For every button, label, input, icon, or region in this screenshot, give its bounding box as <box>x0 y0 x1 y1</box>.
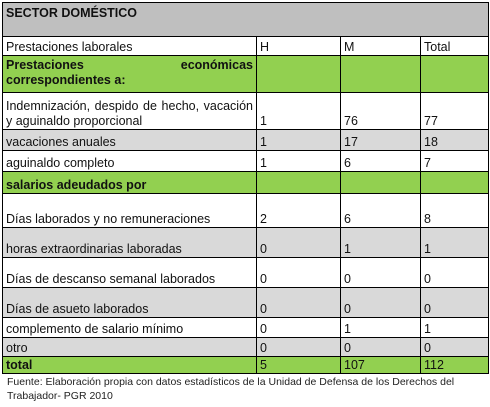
header-m: M <box>341 37 421 56</box>
table-row <box>3 194 489 228</box>
table-row <box>3 288 489 318</box>
table-title: SECTOR DOMÉSTICO <box>3 3 489 37</box>
row-total: 1 <box>421 318 489 338</box>
row-h: 0 <box>257 318 341 338</box>
total-label: total <box>3 357 257 374</box>
header-total: Total <box>421 37 489 56</box>
row-h: 1 <box>257 151 341 172</box>
row-m: 6 <box>341 194 421 228</box>
row-label: vacaciones anuales <box>3 130 257 151</box>
row-m: 17 <box>341 130 421 151</box>
row-total: 0 <box>421 288 489 318</box>
row-label: Indemnización, despido de hecho, vacación y aguinaldo proporcional <box>3 93 257 130</box>
section-row-salarios <box>3 172 489 194</box>
table-title-row <box>3 3 489 37</box>
row-m: 1 <box>341 318 421 338</box>
row-total: 8 <box>421 194 489 228</box>
row-label: horas extraordinarias laboradas <box>3 228 257 258</box>
row-label: aguinaldo completo <box>3 151 257 172</box>
row-total: 0 <box>421 258 489 288</box>
total-total: 112 <box>421 357 489 374</box>
row-h: 1 <box>257 130 341 151</box>
row-m: 0 <box>341 258 421 288</box>
row-m: 6 <box>341 151 421 172</box>
row-label: complemento de salario mínimo <box>3 318 257 338</box>
section-row-prestaciones <box>3 56 489 93</box>
row-total: 77 <box>421 93 489 130</box>
row-total: 18 <box>421 130 489 151</box>
row-h: 1 <box>257 93 341 130</box>
total-row <box>3 357 489 374</box>
header-h: H <box>257 37 341 56</box>
row-label: otro <box>3 338 257 357</box>
table-row <box>3 228 489 258</box>
row-total: 7 <box>421 151 489 172</box>
table-row <box>3 151 489 172</box>
table-row <box>3 130 489 151</box>
row-total: 1 <box>421 228 489 258</box>
total-m: 107 <box>341 357 421 374</box>
section-title-salarios: salarios adeudados por <box>3 172 257 194</box>
source-note: Fuente: Elaboración propia con datos estadísticos de la Unidad de Defensa de los Derechos del Trabajador- PGR 2010 <box>7 376 455 402</box>
row-h: 0 <box>257 338 341 357</box>
sector-domestico-table <box>2 2 489 374</box>
row-h: 0 <box>257 228 341 258</box>
row-h: 0 <box>257 288 341 318</box>
table-row <box>3 338 489 357</box>
row-m: 0 <box>341 288 421 318</box>
table-row <box>3 93 489 130</box>
row-m: 0 <box>341 338 421 357</box>
row-m: 1 <box>341 228 421 258</box>
row-h: 0 <box>257 258 341 288</box>
header-label: Prestaciones laborales <box>3 37 257 56</box>
row-label: Días de descanso semanal laborados <box>3 258 257 288</box>
table-row <box>3 318 489 338</box>
table-row <box>3 258 489 288</box>
row-label: Días de asueto laborados <box>3 288 257 318</box>
table-header-row <box>3 37 489 56</box>
row-total: 0 <box>421 338 489 357</box>
row-label: Días laborados y no remuneraciones <box>3 194 257 228</box>
row-h: 2 <box>257 194 341 228</box>
row-m: 76 <box>341 93 421 130</box>
section-title-prestaciones: Prestaciones económicas correspondientes a: <box>3 56 257 93</box>
total-h: 5 <box>257 357 341 374</box>
